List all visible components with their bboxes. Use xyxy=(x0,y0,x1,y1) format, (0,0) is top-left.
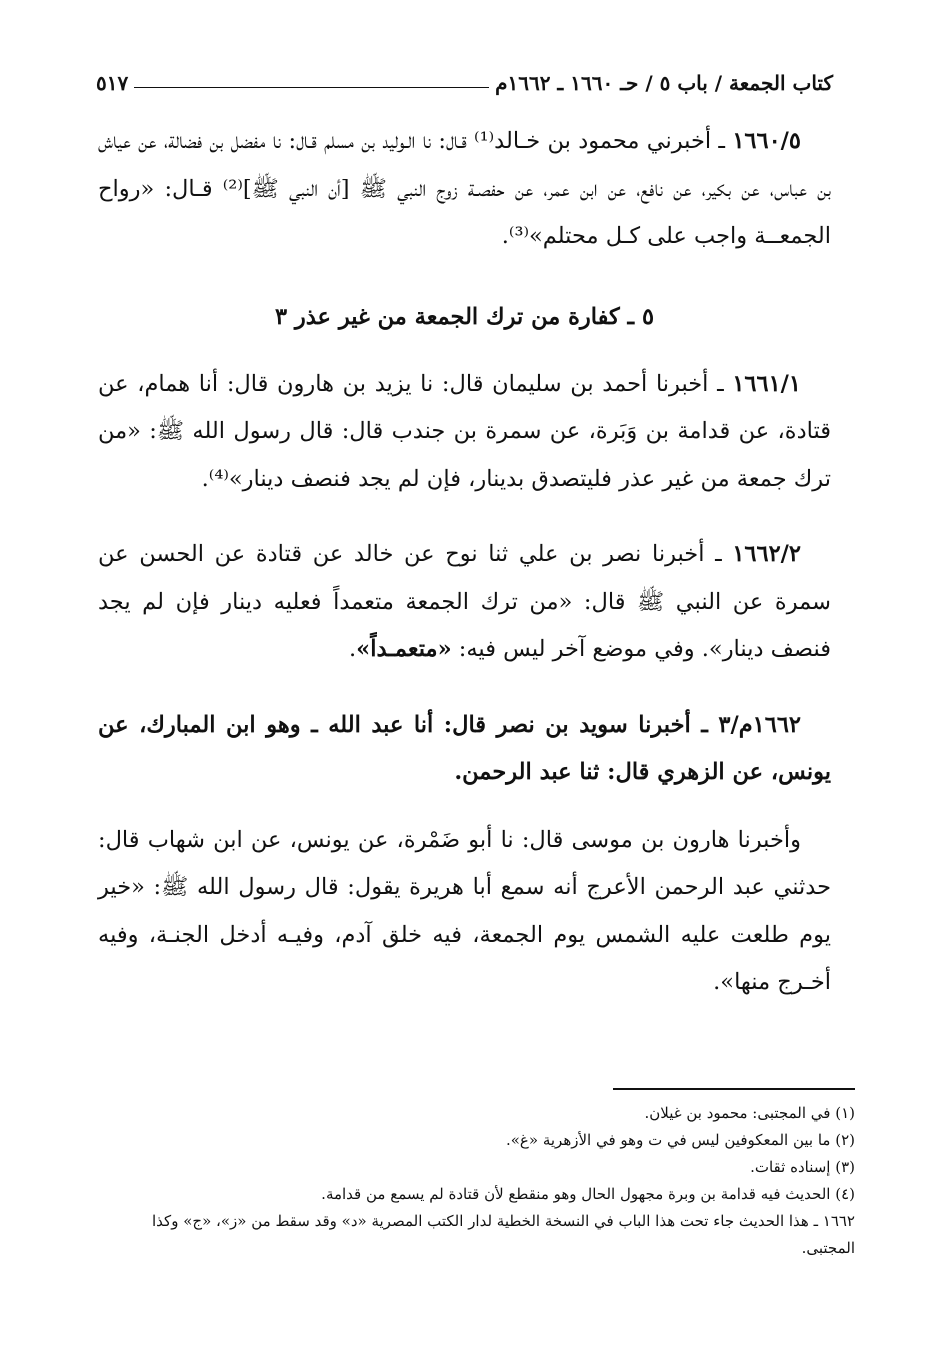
footnote-1662: ١٦٦٢ ـ هذا الحديث جاء تحت هذا الباب في النسخة الخطية لدار الكتب المصرية «د» وقد سقط من «ز»، «ج» وكذا المجتبى. xyxy=(152,1212,855,1257)
section-title: ٥ ـ كفارة من ترك الجمعة من غير عذر ٣ xyxy=(274,303,655,330)
main-text xyxy=(98,118,831,1007)
hadith-1662m-cont xyxy=(98,817,831,1007)
hadith-text: وأخبرنا هارون بن موسى قال: نا أبو ضَمْرة، عن يونس، عن ابن شهاب قال: حدثني عبد الرحمن الأعرج أنه سمع أبا هريرة يقول: قال رسول الله ﷺ: «خير يوم طلعت عليه الشمس يوم الجمعة، فيه خلق آدم، وفيـه أدخل الجنـة، وفيه أخـرج منها». xyxy=(98,826,831,995)
header-title: كتاب الجمعة / باب ٥ / حـ ١٦٦٠ ـ ١٦٦٢م xyxy=(495,71,833,95)
hadith-text-end: . xyxy=(349,636,357,662)
hadith-text: ـ أخبرنا سويد بن نصر قال: أنا عبد الله ـ وهو ابن المبارك، عن يونس، عن الزهري قال: ثنا عبد الرحمن. xyxy=(98,711,831,785)
hadith-number: ١٦٦٢/٢ xyxy=(732,541,801,567)
hadith-number: ١٦٦٠/٥ xyxy=(732,128,801,154)
hadith-1661 xyxy=(98,361,831,504)
header-rule xyxy=(134,87,489,88)
footnote-1: (١) في المجتبى: محمود بن غيلان. xyxy=(644,1104,855,1122)
footnote-3: (٣) إسناده ثقات. xyxy=(750,1158,855,1176)
hadith-1660 xyxy=(98,118,831,261)
footnotes xyxy=(96,1100,855,1262)
footnote-2: (٢) ما بين المعكوفين ليس في ت وهو في الأزهرية «غ». xyxy=(505,1131,855,1149)
page-number: ٥١٧ xyxy=(96,71,129,95)
hadith-text: ـ أخبرنا أحمد بن سليمان قال: نا يزيد بن هارون قال: أنا همام، عن قتادة، عن قدامة بن وَبَرة، عن سمرة بن جندب قال: قال رسول الله ﷺ: «من ترك جمعة من غير عذر فليتصدق بدينار، فإن لم يجد فنصف دينار»⁽⁴⁾. xyxy=(98,370,831,492)
footnote-4: (٤) الحديث فيه قدامة بن وبرة مجهول الحال وهو منقطع لأن قتادة لم يسمع من قدامة. xyxy=(321,1185,855,1203)
hadith-number: ١٦٦١/١ xyxy=(732,370,801,397)
spacer xyxy=(98,674,831,702)
spacer xyxy=(98,503,831,531)
hadith-text: ـ أخبرني محمود بن خـالد⁽¹⁾ قـال: نا الـوليد بن مسلم قـال: نا مفضل بن فضالة، عن عياش بن عباس، عن بكير، عن نافع، عن ابن عمر، عن حفصـة زوج النبي ﷺ [أن النبي ﷺ]⁽²⁾ قـال: «رواح الجمعــة واجب على كـل محتلم»⁽³⁾. xyxy=(98,128,831,249)
hadith-1662 xyxy=(98,531,831,674)
footnote-rule xyxy=(613,1088,855,1090)
bold-word: «متعمـداً» xyxy=(356,636,452,662)
hadith-1662m xyxy=(98,702,831,797)
hadith-number: ١٦٦٢م/٣ xyxy=(718,711,801,738)
spacer xyxy=(98,797,831,817)
hadith-text: ـ أخبرنا نصر بن علي ثنا نوح عن خالد عن قتادة عن الحسن عن سمرة عن النبي ﷺ قال: «من ترك الجمعة متعمداً فعليه دينار فإن لم يجد فنصف دينار». وفي موضع آخر ليس فيه: xyxy=(98,541,831,662)
running-header xyxy=(96,66,833,100)
